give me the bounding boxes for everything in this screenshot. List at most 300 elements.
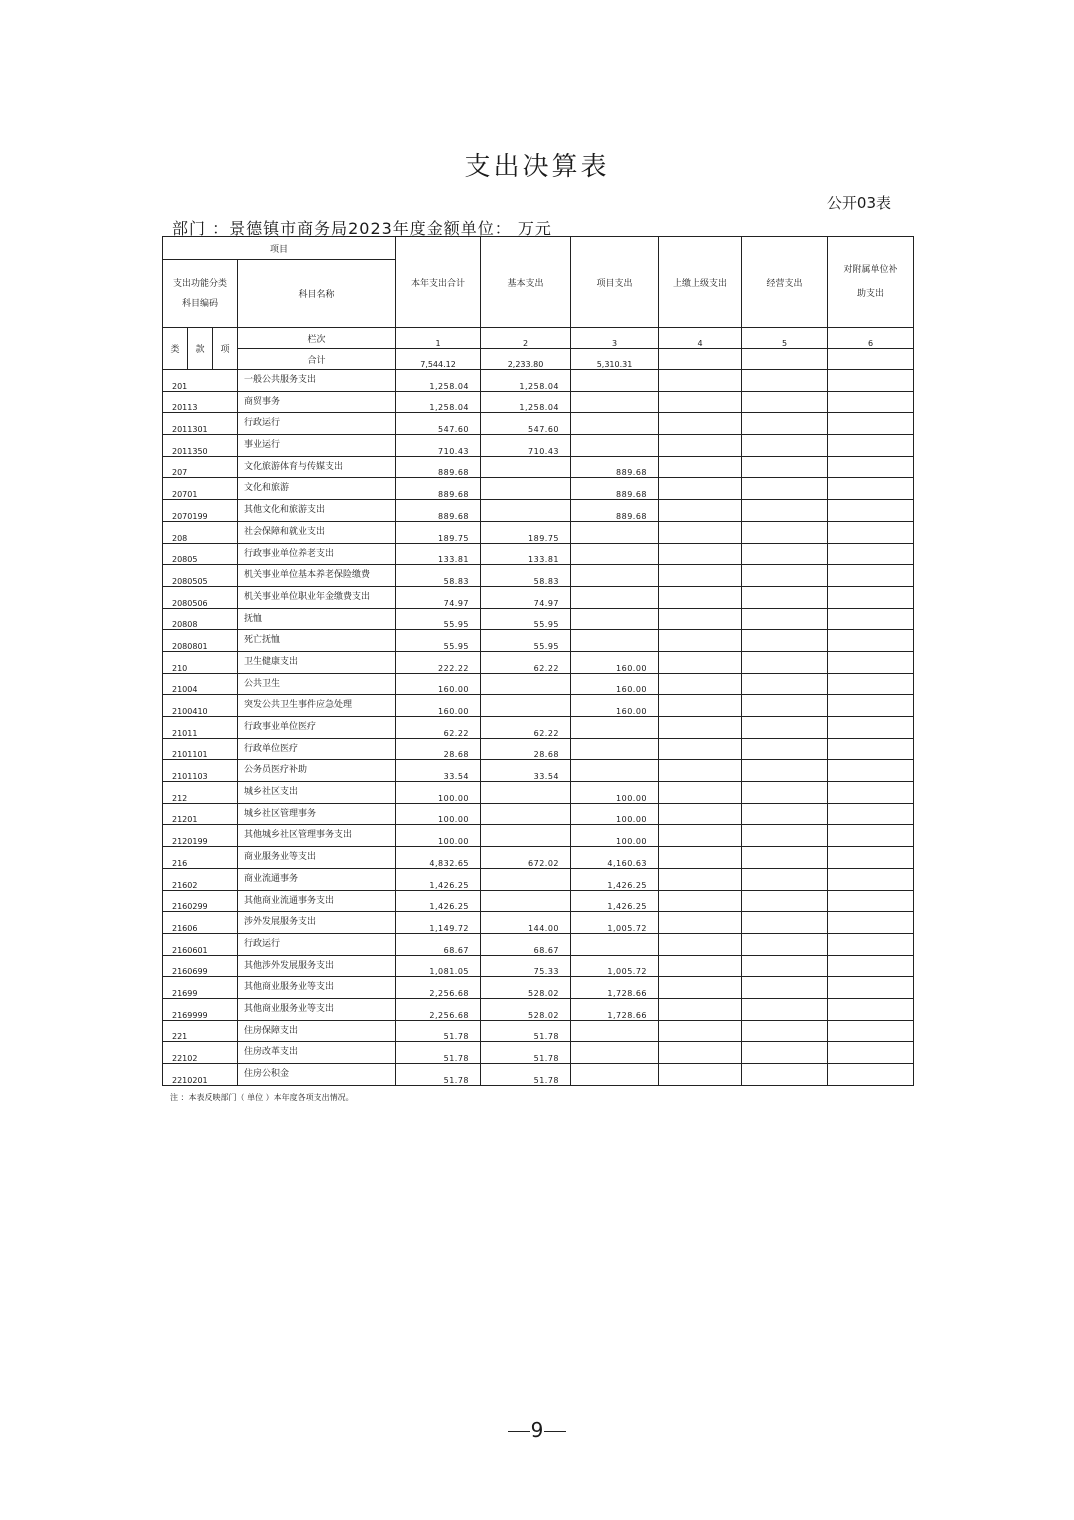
row-operating xyxy=(742,825,828,847)
header-lanci: 栏次 xyxy=(238,328,396,349)
table-row xyxy=(163,1064,914,1086)
row-basic: 672.02 xyxy=(481,847,571,869)
row-code: 2160299 xyxy=(163,890,238,912)
row-subsidy xyxy=(828,608,914,630)
row-remit xyxy=(659,933,742,955)
empty-cell xyxy=(828,349,914,370)
row-project xyxy=(571,435,659,457)
row-subsidy xyxy=(828,651,914,673)
row-code: 21201 xyxy=(163,803,238,825)
row-operating xyxy=(742,478,828,500)
row-basic xyxy=(481,695,571,717)
row-remit xyxy=(659,695,742,717)
row-code: 21699 xyxy=(163,977,238,999)
row-name: 其他城乡社区管理事务支出 xyxy=(238,825,396,847)
header-col-subsidy-line1: 对附属单位补 xyxy=(843,265,898,275)
row-project xyxy=(571,586,659,608)
row-name: 一般公共服务支出 xyxy=(238,370,396,392)
row-code: 2101103 xyxy=(163,760,238,782)
row-subsidy xyxy=(828,998,914,1020)
row-project: 160.00 xyxy=(571,695,659,717)
row-code: 2101101 xyxy=(163,738,238,760)
row-name: 事业运行 xyxy=(238,435,396,457)
row-code: 21004 xyxy=(163,673,238,695)
row-total: 189.75 xyxy=(396,521,481,543)
row-name: 商业流通事务 xyxy=(238,868,396,890)
row-operating xyxy=(742,391,828,413)
row-project: 160.00 xyxy=(571,651,659,673)
col-number: 6 xyxy=(828,328,914,349)
row-name: 其他商业流通事务支出 xyxy=(238,890,396,912)
total-basic: 2,233.80 xyxy=(481,349,571,370)
table-row xyxy=(163,782,914,804)
row-operating xyxy=(742,912,828,934)
row-total: 2,256.68 xyxy=(396,998,481,1020)
table-note: 注 ：本表反映部门（ 单位 ）本年度各项支出情况。 xyxy=(170,1093,354,1102)
row-basic: 51.78 xyxy=(481,1064,571,1086)
row-operating xyxy=(742,955,828,977)
row-total: 33.54 xyxy=(396,760,481,782)
row-subsidy xyxy=(828,738,914,760)
row-operating xyxy=(742,847,828,869)
row-subsidy xyxy=(828,565,914,587)
row-basic: 133.81 xyxy=(481,543,571,565)
table-row xyxy=(163,500,914,522)
header-col-remit: 上缴上级支出 xyxy=(659,237,742,328)
row-remit xyxy=(659,391,742,413)
header-lei: 类 xyxy=(163,328,188,370)
row-name: 死亡抚恤 xyxy=(238,630,396,652)
row-project xyxy=(571,738,659,760)
row-name: 行政事业单位养老支出 xyxy=(238,543,396,565)
row-remit xyxy=(659,847,742,869)
row-total: 889.68 xyxy=(396,456,481,478)
row-total: 2,256.68 xyxy=(396,977,481,999)
row-basic: 528.02 xyxy=(481,998,571,1020)
row-project xyxy=(571,521,659,543)
row-basic xyxy=(481,782,571,804)
row-operating xyxy=(742,413,828,435)
row-remit xyxy=(659,803,742,825)
page-title: 支出决算表 xyxy=(464,152,610,182)
row-code: 2160699 xyxy=(163,955,238,977)
row-total: 55.95 xyxy=(396,630,481,652)
row-basic: 74.97 xyxy=(481,586,571,608)
row-remit xyxy=(659,370,742,392)
row-project: 1,005.72 xyxy=(571,912,659,934)
row-operating xyxy=(742,673,828,695)
row-code: 2169999 xyxy=(163,998,238,1020)
header-kuan: 款 xyxy=(188,328,213,370)
header-code-label xyxy=(163,260,238,328)
row-subsidy xyxy=(828,868,914,890)
row-operating xyxy=(742,565,828,587)
col-number: 4 xyxy=(659,328,742,349)
row-code: 207 xyxy=(163,456,238,478)
row-subsidy xyxy=(828,586,914,608)
row-project: 100.00 xyxy=(571,782,659,804)
row-code: 221 xyxy=(163,1020,238,1042)
row-project xyxy=(571,413,659,435)
row-basic: 51.78 xyxy=(481,1042,571,1064)
row-subsidy xyxy=(828,673,914,695)
row-remit xyxy=(659,565,742,587)
row-subsidy xyxy=(828,847,914,869)
row-code: 2080505 xyxy=(163,565,238,587)
table-row xyxy=(163,998,914,1020)
row-basic xyxy=(481,868,571,890)
row-total: 100.00 xyxy=(396,825,481,847)
row-code: 2120199 xyxy=(163,825,238,847)
row-total: 58.83 xyxy=(396,565,481,587)
row-subsidy xyxy=(828,456,914,478)
row-remit xyxy=(659,912,742,934)
row-operating xyxy=(742,500,828,522)
row-name: 突发公共卫生事件应急处理 xyxy=(238,695,396,717)
col-number: 2 xyxy=(481,328,571,349)
row-total: 889.68 xyxy=(396,478,481,500)
table-row xyxy=(163,608,914,630)
row-project: 1,426.25 xyxy=(571,890,659,912)
row-total: 547.60 xyxy=(396,413,481,435)
row-project: 1,728.66 xyxy=(571,998,659,1020)
row-code: 21606 xyxy=(163,912,238,934)
row-operating xyxy=(742,456,828,478)
header-col-operating: 经营支出 xyxy=(742,237,828,328)
row-subsidy xyxy=(828,803,914,825)
row-name: 商业服务业等支出 xyxy=(238,847,396,869)
row-basic xyxy=(481,673,571,695)
row-total: 62.22 xyxy=(396,717,481,739)
table-row xyxy=(163,1020,914,1042)
table-row xyxy=(163,803,914,825)
table-row xyxy=(163,695,914,717)
row-basic: 51.78 xyxy=(481,1020,571,1042)
row-basic: 28.68 xyxy=(481,738,571,760)
row-remit xyxy=(659,782,742,804)
row-code: 22102 xyxy=(163,1042,238,1064)
row-remit xyxy=(659,717,742,739)
row-remit xyxy=(659,673,742,695)
header-col-total: 本年支出合计 xyxy=(396,237,481,328)
row-name: 行政运行 xyxy=(238,933,396,955)
row-code: 20805 xyxy=(163,543,238,565)
row-project: 1,426.25 xyxy=(571,868,659,890)
row-name: 其他文化和旅游支出 xyxy=(238,500,396,522)
row-operating xyxy=(742,1064,828,1086)
row-basic: 710.43 xyxy=(481,435,571,457)
row-subsidy xyxy=(828,1020,914,1042)
row-total: 100.00 xyxy=(396,782,481,804)
row-name: 行政事业单位医疗 xyxy=(238,717,396,739)
row-subsidy xyxy=(828,521,914,543)
table-row xyxy=(163,825,914,847)
row-subsidy xyxy=(828,695,914,717)
row-basic xyxy=(481,825,571,847)
row-project: 889.68 xyxy=(571,500,659,522)
row-total: 4,832.65 xyxy=(396,847,481,869)
row-basic: 33.54 xyxy=(481,760,571,782)
table-row xyxy=(163,912,914,934)
row-project xyxy=(571,1064,659,1086)
row-remit xyxy=(659,435,742,457)
table-row xyxy=(163,651,914,673)
row-code: 216 xyxy=(163,847,238,869)
row-total: 160.00 xyxy=(396,695,481,717)
row-total: 889.68 xyxy=(396,500,481,522)
dash-left xyxy=(508,1431,530,1432)
row-remit xyxy=(659,760,742,782)
row-basic: 55.95 xyxy=(481,630,571,652)
row-operating xyxy=(742,1042,828,1064)
row-subsidy xyxy=(828,955,914,977)
total-sum: 7,544.12 xyxy=(396,349,481,370)
row-project: 100.00 xyxy=(571,803,659,825)
row-total: 1,426.25 xyxy=(396,890,481,912)
row-subsidy xyxy=(828,435,914,457)
header-col-subsidy-line2: 助支出 xyxy=(857,289,885,299)
row-subsidy xyxy=(828,500,914,522)
row-name: 城乡社区支出 xyxy=(238,782,396,804)
row-name: 其他商业服务业等支出 xyxy=(238,977,396,999)
row-total: 100.00 xyxy=(396,803,481,825)
row-remit xyxy=(659,1042,742,1064)
department-line: 部门 ：景德镇市商务局2023年度金额单位： 万元 xyxy=(172,219,552,238)
row-basic xyxy=(481,500,571,522)
row-code: 2100410 xyxy=(163,695,238,717)
table-row xyxy=(163,478,914,500)
row-name: 抚恤 xyxy=(238,608,396,630)
table-row xyxy=(163,847,914,869)
row-remit xyxy=(659,1064,742,1086)
row-total: 51.78 xyxy=(396,1042,481,1064)
header-col-basic: 基本支出 xyxy=(481,237,571,328)
table-row xyxy=(163,521,914,543)
row-subsidy xyxy=(828,478,914,500)
row-remit xyxy=(659,955,742,977)
row-name: 文化和旅游 xyxy=(238,478,396,500)
row-code: 2160601 xyxy=(163,933,238,955)
row-project: 100.00 xyxy=(571,825,659,847)
row-project xyxy=(571,933,659,955)
row-name: 其他涉外发展服务支出 xyxy=(238,955,396,977)
row-code: 2080801 xyxy=(163,630,238,652)
header-code-label-line2: 科目编码 xyxy=(181,298,218,309)
row-basic xyxy=(481,803,571,825)
row-code: 2080506 xyxy=(163,586,238,608)
row-project xyxy=(571,608,659,630)
row-basic: 189.75 xyxy=(481,521,571,543)
row-code: 21011 xyxy=(163,717,238,739)
row-remit xyxy=(659,478,742,500)
row-project xyxy=(571,543,659,565)
expenditure-table xyxy=(162,236,914,1086)
header-col-subsidy xyxy=(828,237,914,328)
row-operating xyxy=(742,868,828,890)
table-row xyxy=(163,717,914,739)
row-subsidy xyxy=(828,933,914,955)
row-project xyxy=(571,370,659,392)
row-operating xyxy=(742,586,828,608)
row-subsidy xyxy=(828,912,914,934)
row-code: 20808 xyxy=(163,608,238,630)
row-basic: 62.22 xyxy=(481,717,571,739)
row-project: 4,160.63 xyxy=(571,847,659,869)
table-row xyxy=(163,868,914,890)
header-item: 项目 xyxy=(163,237,396,260)
row-name: 其他商业服务业等支出 xyxy=(238,998,396,1020)
row-remit xyxy=(659,998,742,1020)
row-project: 1,728.66 xyxy=(571,977,659,999)
row-basic: 547.60 xyxy=(481,413,571,435)
row-total: 1,426.25 xyxy=(396,868,481,890)
table-row xyxy=(163,933,914,955)
row-subsidy xyxy=(828,1042,914,1064)
header-subject-name: 科目名称 xyxy=(238,260,396,328)
row-project: 1,005.72 xyxy=(571,955,659,977)
table-row xyxy=(163,760,914,782)
row-basic: 68.67 xyxy=(481,933,571,955)
row-remit xyxy=(659,738,742,760)
empty-cell xyxy=(659,349,742,370)
row-basic xyxy=(481,890,571,912)
row-code: 201 xyxy=(163,370,238,392)
row-basic: 1,258.04 xyxy=(481,370,571,392)
row-project: 160.00 xyxy=(571,673,659,695)
row-operating xyxy=(742,1020,828,1042)
row-operating xyxy=(742,782,828,804)
row-name: 涉外发展服务支出 xyxy=(238,912,396,934)
row-name: 住房保障支出 xyxy=(238,1020,396,1042)
row-name: 城乡社区管理事务 xyxy=(238,803,396,825)
table-row xyxy=(163,370,914,392)
row-basic: 62.22 xyxy=(481,651,571,673)
row-total: 1,081.05 xyxy=(396,955,481,977)
row-subsidy xyxy=(828,543,914,565)
header-col-project: 项目支出 xyxy=(571,237,659,328)
total-project: 5,310.31 xyxy=(571,349,659,370)
row-operating xyxy=(742,608,828,630)
col-number: 5 xyxy=(742,328,828,349)
row-basic: 75.33 xyxy=(481,955,571,977)
row-remit xyxy=(659,1020,742,1042)
row-total: 133.81 xyxy=(396,543,481,565)
row-subsidy xyxy=(828,717,914,739)
row-remit xyxy=(659,825,742,847)
row-project: 889.68 xyxy=(571,456,659,478)
row-operating xyxy=(742,803,828,825)
row-basic: 1,258.04 xyxy=(481,391,571,413)
row-code: 2070199 xyxy=(163,500,238,522)
table-row xyxy=(163,543,914,565)
row-remit xyxy=(659,868,742,890)
header-heji: 合计 xyxy=(238,349,396,370)
row-total: 222.22 xyxy=(396,651,481,673)
row-code: 2011301 xyxy=(163,413,238,435)
row-remit xyxy=(659,651,742,673)
row-remit xyxy=(659,456,742,478)
row-remit xyxy=(659,608,742,630)
form-number: 公开03表 xyxy=(826,194,891,212)
row-subsidy xyxy=(828,825,914,847)
row-remit xyxy=(659,521,742,543)
table-row xyxy=(163,977,914,999)
row-project xyxy=(571,391,659,413)
row-total: 1,149.72 xyxy=(396,912,481,934)
row-remit xyxy=(659,977,742,999)
row-remit xyxy=(659,500,742,522)
row-operating xyxy=(742,630,828,652)
row-operating xyxy=(742,998,828,1020)
table-row xyxy=(163,391,914,413)
row-basic: 144.00 xyxy=(481,912,571,934)
row-name: 社会保障和就业支出 xyxy=(238,521,396,543)
row-name: 卫生健康支出 xyxy=(238,651,396,673)
row-operating xyxy=(742,695,828,717)
row-operating xyxy=(742,370,828,392)
row-total: 51.78 xyxy=(396,1064,481,1086)
row-code: 20701 xyxy=(163,478,238,500)
row-basic: 528.02 xyxy=(481,977,571,999)
row-total: 1,258.04 xyxy=(396,391,481,413)
row-code: 2210201 xyxy=(163,1064,238,1086)
row-subsidy xyxy=(828,890,914,912)
row-operating xyxy=(742,543,828,565)
row-name: 行政单位医疗 xyxy=(238,738,396,760)
row-project xyxy=(571,630,659,652)
row-subsidy xyxy=(828,630,914,652)
row-project xyxy=(571,565,659,587)
row-name: 商贸事务 xyxy=(238,391,396,413)
row-remit xyxy=(659,890,742,912)
row-operating xyxy=(742,651,828,673)
row-total: 74.97 xyxy=(396,586,481,608)
page-number xyxy=(0,1418,1074,1442)
row-code: 2011350 xyxy=(163,435,238,457)
row-remit xyxy=(659,586,742,608)
table-row xyxy=(163,738,914,760)
row-project xyxy=(571,1042,659,1064)
row-code: 21602 xyxy=(163,868,238,890)
row-operating xyxy=(742,738,828,760)
row-operating xyxy=(742,717,828,739)
table-row xyxy=(163,1042,914,1064)
row-total: 55.95 xyxy=(396,608,481,630)
row-name: 住房改革支出 xyxy=(238,1042,396,1064)
row-operating xyxy=(742,977,828,999)
table-row xyxy=(163,413,914,435)
row-name: 公共卫生 xyxy=(238,673,396,695)
table-row xyxy=(163,890,914,912)
row-remit xyxy=(659,413,742,435)
row-code: 208 xyxy=(163,521,238,543)
row-project xyxy=(571,717,659,739)
row-name: 行政运行 xyxy=(238,413,396,435)
row-subsidy xyxy=(828,370,914,392)
table-row xyxy=(163,435,914,457)
row-total: 68.67 xyxy=(396,933,481,955)
row-subsidy xyxy=(828,760,914,782)
row-code: 212 xyxy=(163,782,238,804)
row-basic: 55.95 xyxy=(481,608,571,630)
table-row xyxy=(163,673,914,695)
row-project xyxy=(571,1020,659,1042)
row-operating xyxy=(742,521,828,543)
row-project xyxy=(571,760,659,782)
row-operating xyxy=(742,760,828,782)
row-total: 160.00 xyxy=(396,673,481,695)
row-total: 1,258.04 xyxy=(396,370,481,392)
